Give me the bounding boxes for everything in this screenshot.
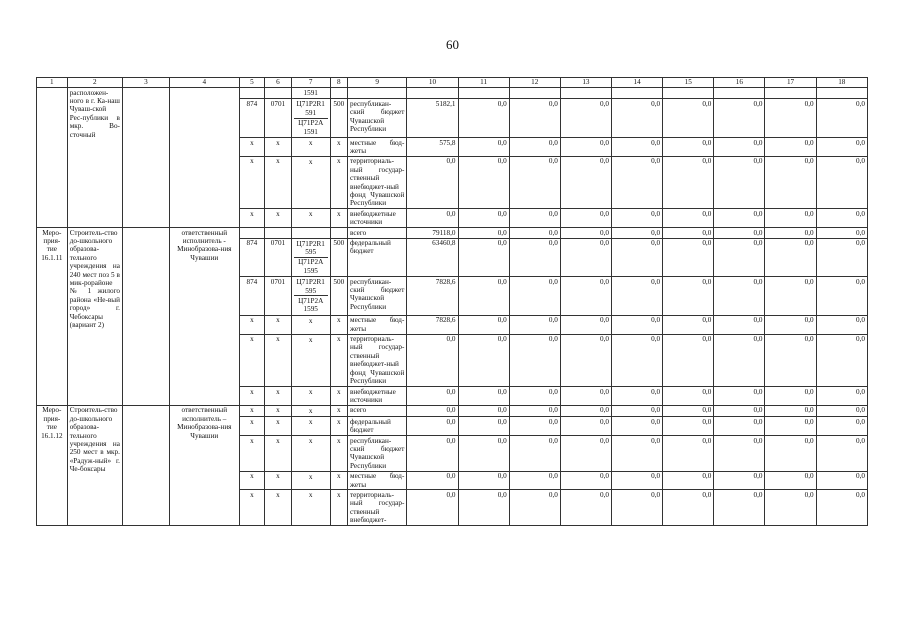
amount-cell-col16: 0,0: [714, 209, 765, 228]
target-article-cell: [291, 156, 330, 208]
amount-cell-col18: 0,0: [816, 334, 867, 386]
expense-type-cell: x: [330, 405, 347, 416]
section-code-cell: x: [265, 209, 292, 228]
amount-cell-col12: 0,0: [509, 436, 560, 472]
ministry-code-cell: 874: [239, 277, 265, 316]
amount-cell-col17: [765, 88, 816, 99]
ministry-code-cell: x: [239, 405, 265, 416]
column-header-17: 17: [765, 78, 816, 88]
section-code-cell: x: [265, 471, 292, 490]
amount-cell-col11: 0,0: [458, 405, 509, 416]
amount-cell-col13: 0,0: [560, 209, 611, 228]
amount-cell-col11: 0,0: [458, 471, 509, 490]
target-article-cell: [291, 238, 330, 277]
ministry-code-cell: x: [239, 138, 265, 157]
amount-cell-col13: 0,0: [560, 238, 611, 277]
column-header-5: 5: [239, 78, 265, 88]
amount-cell-col13: 0,0: [560, 156, 611, 208]
amount-cell-col10: 7828,6: [407, 315, 458, 334]
amount-cell-col16: 0,0: [714, 99, 765, 138]
amount-cell-col17: 0,0: [765, 490, 816, 526]
column-header-8: 8: [330, 78, 347, 88]
target-article-code: x: [308, 406, 313, 415]
amount-cell-col17: 0,0: [765, 405, 816, 416]
header-row: [37, 78, 868, 88]
amount-cell-col11: 0,0: [458, 156, 509, 208]
section-code-cell: [265, 88, 292, 99]
target-article-code: x: [308, 139, 313, 148]
amount-cell-col17: 0,0: [765, 99, 816, 138]
target-article-code: Ц71Р2А 1595: [298, 296, 324, 314]
amount-cell-col18: 0,0: [816, 405, 867, 416]
amount-cell-col14: 0,0: [611, 209, 662, 228]
amount-cell-col11: [458, 88, 509, 99]
empty-col3-cell: [122, 405, 169, 525]
amount-cell-col17: 0,0: [765, 417, 816, 436]
amount-cell-col13: 0,0: [560, 228, 611, 238]
section-code-cell: x: [265, 417, 292, 436]
page-number: 60: [446, 37, 459, 52]
amount-cell-col14: 0,0: [611, 315, 662, 334]
amount-cell-col14: 0,0: [611, 238, 662, 277]
target-article-code: x: [308, 491, 313, 500]
amount-cell-col15: 0,0: [663, 138, 714, 157]
amount-cell-col12: 0,0: [509, 277, 560, 316]
section-code-cell: 0701: [265, 238, 292, 277]
target-article-cell: [291, 99, 330, 138]
amount-cell-col10: [407, 88, 458, 99]
target-article-code: Ц71Р2R1 595: [294, 278, 328, 297]
table-row: [37, 88, 868, 99]
amount-cell-col17: 0,0: [765, 209, 816, 228]
amount-cell-col15: 0,0: [663, 156, 714, 208]
amount-cell-col17: 0,0: [765, 334, 816, 386]
target-article-cell: [291, 277, 330, 316]
amount-cell-col17: 0,0: [765, 277, 816, 316]
amount-cell-col16: 0,0: [714, 277, 765, 316]
amount-cell-col12: 0,0: [509, 315, 560, 334]
ministry-code-cell: x: [239, 315, 265, 334]
amount-cell-col15: 0,0: [663, 228, 714, 238]
amount-cell-col14: 0,0: [611, 334, 662, 386]
amount-cell-col10: 79118,0: [407, 228, 458, 238]
table-body: [37, 88, 868, 526]
amount-cell-col10: 5182,1: [407, 99, 458, 138]
amount-cell-col15: 0,0: [663, 436, 714, 472]
amount-cell-col18: 0,0: [816, 156, 867, 208]
column-header-13: 13: [560, 78, 611, 88]
expense-type-cell: 500: [330, 99, 347, 138]
target-article-cell: [291, 209, 330, 228]
empty-col3-cell: [122, 88, 169, 228]
measure-id-cell: Меро-прия-тие 16.1.12: [37, 405, 68, 525]
target-article-code: Ц71Р2R1 595: [294, 239, 328, 258]
amount-cell-col15: 0,0: [663, 405, 714, 416]
amount-cell-col13: 0,0: [560, 490, 611, 526]
target-article-cell: [291, 436, 330, 472]
amount-cell-col18: 0,0: [816, 277, 867, 316]
amount-cell-col11: 0,0: [458, 209, 509, 228]
target-article-cell: [291, 417, 330, 436]
funding-source-cell: всего: [348, 405, 407, 416]
amount-cell-col12: 0,0: [509, 387, 560, 406]
expense-type-cell: x: [330, 436, 347, 472]
funding-source-cell: местные бюд-жеты: [348, 471, 407, 490]
measure-id-cell: Меро-прия-тие 16.1.11: [37, 228, 68, 406]
target-article-cell: [291, 228, 330, 238]
target-article-code: x: [308, 418, 313, 427]
amount-cell-col16: 0,0: [714, 138, 765, 157]
ministry-code-cell: x: [239, 387, 265, 406]
amount-cell-col11: 0,0: [458, 436, 509, 472]
amount-cell-col10: 0,0: [407, 417, 458, 436]
table-row: [37, 228, 868, 238]
section-code-cell: x: [265, 138, 292, 157]
amount-cell-col12: 0,0: [509, 490, 560, 526]
expense-type-cell: x: [330, 417, 347, 436]
amount-cell-col16: 0,0: [714, 471, 765, 490]
empty-col3-cell: [122, 228, 169, 406]
amount-cell-col12: 0,0: [509, 156, 560, 208]
ministry-code-cell: x: [239, 417, 265, 436]
amount-cell-col15: 0,0: [663, 471, 714, 490]
column-header-14: 14: [611, 78, 662, 88]
amount-cell-col13: 0,0: [560, 334, 611, 386]
amount-cell-col12: 0,0: [509, 99, 560, 138]
amount-cell-col14: 0,0: [611, 277, 662, 316]
table-header: [37, 78, 868, 88]
amount-cell-col13: 0,0: [560, 387, 611, 406]
target-article-code: Ц71Р2А 1591: [298, 119, 324, 136]
column-header-2: 2: [67, 78, 122, 88]
amount-cell-col16: 0,0: [714, 315, 765, 334]
expense-type-cell: [330, 228, 347, 238]
amount-cell-col16: 0,0: [714, 334, 765, 386]
amount-cell-col14: 0,0: [611, 490, 662, 526]
amount-cell-col13: 0,0: [560, 471, 611, 490]
amount-cell-col14: 0,0: [611, 138, 662, 157]
amount-cell-col17: 0,0: [765, 387, 816, 406]
amount-cell-col12: 0,0: [509, 138, 560, 157]
amount-cell-col12: 0,0: [509, 334, 560, 386]
amount-cell-col17: 0,0: [765, 436, 816, 472]
ministry-code-cell: x: [239, 436, 265, 472]
amount-cell-col10: 0,0: [407, 471, 458, 490]
amount-cell-col14: 0,0: [611, 471, 662, 490]
section-code-cell: 0701: [265, 277, 292, 316]
amount-cell-col17: 0,0: [765, 228, 816, 238]
amount-cell-col18: 0,0: [816, 99, 867, 138]
amount-cell-col17: 0,0: [765, 156, 816, 208]
column-header-10: 10: [407, 78, 458, 88]
amount-cell-col16: 0,0: [714, 490, 765, 526]
amount-cell-col11: 0,0: [458, 277, 509, 316]
amount-cell-col12: 0,0: [509, 417, 560, 436]
column-header-7: 7: [291, 78, 330, 88]
amount-cell-col17: 0,0: [765, 315, 816, 334]
target-article-code: Ц71Р2R1 591: [294, 100, 328, 119]
amount-cell-col15: 0,0: [663, 238, 714, 277]
amount-cell-col13: 0,0: [560, 277, 611, 316]
amount-cell-col18: 0,0: [816, 228, 867, 238]
funding-source-cell: территориаль-ный государ-ственный внебюджет-ный фонд Чувашской Республики: [348, 334, 407, 386]
funding-source-cell: территориаль-ный государ-ственный внебюджет-: [348, 490, 407, 526]
column-header-4: 4: [170, 78, 240, 88]
expense-type-cell: 500: [330, 238, 347, 277]
section-code-cell: x: [265, 315, 292, 334]
section-code-cell: x: [265, 334, 292, 386]
amount-cell-col14: 0,0: [611, 405, 662, 416]
section-code-cell: x: [265, 387, 292, 406]
expense-type-cell: x: [330, 334, 347, 386]
amount-cell-col10: 7828,6: [407, 277, 458, 316]
amount-cell-col15: 0,0: [663, 387, 714, 406]
amount-cell-col16: 0,0: [714, 156, 765, 208]
column-header-11: 11: [458, 78, 509, 88]
amount-cell-col18: 0,0: [816, 209, 867, 228]
funding-source-cell: местные бюд-жеты: [348, 315, 407, 334]
target-article-code: 1591: [303, 89, 318, 97]
ministry-code-cell: x: [239, 471, 265, 490]
budget-table: [36, 77, 868, 526]
amount-cell-col11: 0,0: [458, 417, 509, 436]
amount-cell-col10: 0,0: [407, 334, 458, 386]
expense-type-cell: x: [330, 471, 347, 490]
amount-cell-col18: 0,0: [816, 417, 867, 436]
amount-cell-col14: 0,0: [611, 228, 662, 238]
amount-cell-col11: 0,0: [458, 315, 509, 334]
funding-source-cell: внебюджетные источники: [348, 209, 407, 228]
measure-name-cell: Строитель-ство до-школьного образова-тельного учреждения на 240 мест поз 5 в мик-рорайоне № 1 жилого района «Не-вый город» г. Чебоксары (вариант 2): [67, 228, 122, 406]
target-article-code: Ц71Р2А 1595: [298, 258, 324, 275]
section-code-cell: x: [265, 436, 292, 472]
column-header-3: 3: [122, 78, 169, 88]
funding-source-cell: республикан-ский бюджет Чувашской Республики: [348, 436, 407, 472]
amount-cell-col13: 0,0: [560, 138, 611, 157]
target-article-code: x: [308, 437, 313, 446]
column-header-16: 16: [714, 78, 765, 88]
table-row: [37, 405, 868, 416]
amount-cell-col13: 0,0: [560, 436, 611, 472]
amount-cell-col13: 0,0: [560, 99, 611, 138]
amount-cell-col13: 0,0: [560, 315, 611, 334]
funding-source-cell: республикан-ский бюджет Чувашской Республики: [348, 277, 407, 316]
target-article-code: x: [308, 316, 313, 325]
funding-source-cell: [348, 88, 407, 99]
amount-cell-col16: 0,0: [714, 436, 765, 472]
expense-type-cell: x: [330, 387, 347, 406]
ministry-code-cell: 874: [239, 238, 265, 277]
column-header-1: 1: [37, 78, 68, 88]
executor-cell: [170, 88, 240, 228]
section-code-cell: x: [265, 156, 292, 208]
section-code-cell: [265, 228, 292, 238]
section-code-cell: 0701: [265, 99, 292, 138]
amount-cell-col16: 0,0: [714, 228, 765, 238]
amount-cell-col11: 0,0: [458, 490, 509, 526]
amount-cell-col16: 0,0: [714, 405, 765, 416]
amount-cell-col11: 0,0: [458, 387, 509, 406]
expense-type-cell: x: [330, 490, 347, 526]
target-article-code: x: [308, 210, 313, 219]
amount-cell-col16: [714, 88, 765, 99]
expense-type-cell: x: [330, 156, 347, 208]
funding-source-cell: всего: [348, 228, 407, 238]
target-article-cell: [291, 88, 330, 99]
executor-cell: ответственный исполнитель – Минобразова-ния Чувашии: [170, 405, 240, 525]
amount-cell-col10: 0,0: [407, 387, 458, 406]
amount-cell-col11: 0,0: [458, 228, 509, 238]
column-header-9: 9: [348, 78, 407, 88]
ministry-code-cell: x: [239, 334, 265, 386]
amount-cell-col12: [509, 88, 560, 99]
amount-cell-col11: 0,0: [458, 99, 509, 138]
amount-cell-col18: 0,0: [816, 387, 867, 406]
column-header-15: 15: [663, 78, 714, 88]
column-header-12: 12: [509, 78, 560, 88]
amount-cell-col10: 0,0: [407, 156, 458, 208]
section-code-cell: x: [265, 490, 292, 526]
section-code-cell: x: [265, 405, 292, 416]
measure-id-cell: [37, 88, 68, 228]
amount-cell-col18: 0,0: [816, 490, 867, 526]
target-article-cell: [291, 138, 330, 157]
amount-cell-col16: 0,0: [714, 417, 765, 436]
amount-cell-col18: 0,0: [816, 315, 867, 334]
amount-cell-col15: 0,0: [663, 277, 714, 316]
amount-cell-col13: 0,0: [560, 405, 611, 416]
amount-cell-col14: 0,0: [611, 99, 662, 138]
funding-source-cell: федеральный бюджет: [348, 417, 407, 436]
amount-cell-col14: 0,0: [611, 417, 662, 436]
target-article-cell: [291, 315, 330, 334]
amount-cell-col10: 0,0: [407, 209, 458, 228]
amount-cell-col11: 0,0: [458, 138, 509, 157]
measure-name-cell: расположен-ного в г. Ка-наш Чуваш-ской Рес-публики в мкр. Во-сточный: [67, 88, 122, 228]
funding-source-cell: республикан-ский бюджет Чувашской Республики: [348, 99, 407, 138]
amount-cell-col12: 0,0: [509, 238, 560, 277]
expense-type-cell: 500: [330, 277, 347, 316]
ministry-code-cell: x: [239, 156, 265, 208]
target-article-code: x: [308, 472, 313, 481]
expense-type-cell: x: [330, 209, 347, 228]
amount-cell-col14: 0,0: [611, 156, 662, 208]
target-article-code: x: [308, 157, 313, 166]
amount-cell-col15: 0,0: [663, 99, 714, 138]
amount-cell-col11: 0,0: [458, 334, 509, 386]
amount-cell-col18: 0,0: [816, 138, 867, 157]
amount-cell-col11: 0,0: [458, 238, 509, 277]
target-article-code: [294, 229, 328, 230]
ministry-code-cell: x: [239, 209, 265, 228]
funding-source-cell: внебюджетные источники: [348, 387, 407, 406]
funding-source-cell: территориаль-ный государ-ственный внебюджет-ный фонд Чувашской Республики: [348, 156, 407, 208]
amount-cell-col17: 0,0: [765, 471, 816, 490]
column-header-6: 6: [265, 78, 292, 88]
ministry-code-cell: [239, 88, 265, 99]
target-article-cell: [291, 405, 330, 416]
amount-cell-col18: 0,0: [816, 436, 867, 472]
funding-source-cell: местные бюд-жеты: [348, 138, 407, 157]
amount-cell-col16: 0,0: [714, 387, 765, 406]
amount-cell-col10: 0,0: [407, 490, 458, 526]
amount-cell-col12: 0,0: [509, 228, 560, 238]
target-article-code: x: [308, 335, 313, 344]
amount-cell-col17: 0,0: [765, 138, 816, 157]
target-article-code: x: [308, 388, 313, 396]
amount-cell-col15: 0,0: [663, 490, 714, 526]
amount-cell-col15: [663, 88, 714, 99]
amount-cell-col10: 0,0: [407, 405, 458, 416]
amount-cell-col13: 0,0: [560, 417, 611, 436]
amount-cell-col15: 0,0: [663, 315, 714, 334]
funding-source-cell: федеральный бюджет: [348, 238, 407, 277]
amount-cell-col15: 0,0: [663, 334, 714, 386]
expense-type-cell: [330, 88, 347, 99]
amount-cell-col18: 0,0: [816, 471, 867, 490]
amount-cell-col15: 0,0: [663, 209, 714, 228]
column-header-18: 18: [816, 78, 867, 88]
target-article-cell: [291, 387, 330, 406]
measure-name-cell: Строитель-ство до-школьного образова-тельного учреждения на 250 мест в мкр. «Радуж-ный» г. Че-боксары: [67, 405, 122, 525]
expense-type-cell: x: [330, 138, 347, 157]
target-article-cell: [291, 334, 330, 386]
amount-cell-col15: 0,0: [663, 417, 714, 436]
amount-cell-col10: 575,8: [407, 138, 458, 157]
amount-cell-col12: 0,0: [509, 209, 560, 228]
expense-type-cell: x: [330, 315, 347, 334]
amount-cell-col14: 0,0: [611, 387, 662, 406]
amount-cell-col16: 0,0: [714, 238, 765, 277]
target-article-cell: [291, 471, 330, 490]
executor-cell: ответственный исполнитель - Минобразова-ния Чувашии: [170, 228, 240, 406]
ministry-code-cell: [239, 228, 265, 238]
amount-cell-col18: 0,0: [816, 238, 867, 277]
ministry-code-cell: 874: [239, 99, 265, 138]
amount-cell-col14: 0,0: [611, 436, 662, 472]
amount-cell-col10: 0,0: [407, 436, 458, 472]
ministry-code-cell: x: [239, 490, 265, 526]
amount-cell-col18: [816, 88, 867, 99]
amount-cell-col13: [560, 88, 611, 99]
amount-cell-col14: [611, 88, 662, 99]
amount-cell-col12: 0,0: [509, 405, 560, 416]
amount-cell-col12: 0,0: [509, 471, 560, 490]
amount-cell-col17: 0,0: [765, 238, 816, 277]
target-article-cell: [291, 490, 330, 526]
amount-cell-col10: 63460,8: [407, 238, 458, 277]
